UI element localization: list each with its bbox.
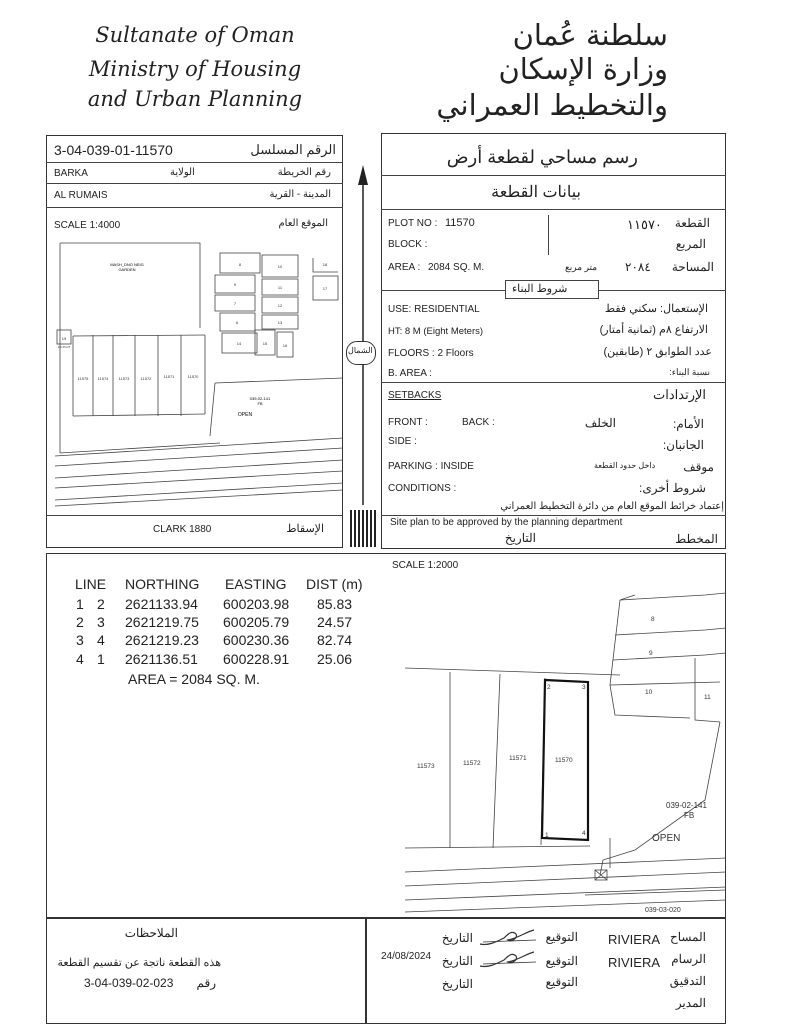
use-label: USE: RESIDENTIAL <box>388 304 480 315</box>
detail-block-10: 10 <box>645 689 653 696</box>
row-dist: 24.57 <box>317 614 353 630</box>
row-easting: 600228.91 <box>223 651 290 667</box>
col-line: LINE <box>75 576 107 592</box>
area-ar-value: ٢٠٨٤ <box>625 260 651 274</box>
block-ar-label: المربع <box>675 237 706 251</box>
area-value: 2084 SQ. M. <box>428 262 485 273</box>
general-location-label: الموقع العام <box>278 218 328 229</box>
height-label: HT: 8 M (Eight Meters) <box>388 326 484 337</box>
surveyor-value: RIVIERA <box>608 932 661 947</box>
front-label: FRONT : <box>388 417 428 428</box>
row-dist: 25.06 <box>317 651 353 667</box>
projection-label: CLARK 1880 <box>153 524 212 535</box>
row-dist: 85.83 <box>317 596 353 612</box>
detail-plot-11573: 11573 <box>417 763 435 770</box>
block-label: BLOCK : <box>388 239 428 250</box>
area-label: AREA : <box>388 262 421 273</box>
parking-label: PARKING : INSIDE <box>388 461 474 472</box>
village-en: AL RUMAIS <box>54 190 108 201</box>
plot-no-value: 11570 <box>445 217 475 229</box>
signature-label-1: التوقيع <box>545 930 578 944</box>
header-en-line1: Sultanate of Oman <box>95 23 295 47</box>
barea-ar: نسبة البناء: <box>669 367 710 377</box>
corner-1: 1 <box>545 832 549 839</box>
front-ar: الأمام: <box>672 417 704 431</box>
building-conditions: شروط البناء <box>512 283 568 295</box>
row-easting: 600203.98 <box>223 596 290 612</box>
back-label: BACK : <box>462 417 495 428</box>
use-ar: الإستعمال: سكني فقط <box>604 303 708 315</box>
header-ar-line1: سلطنة عُمان <box>512 18 668 52</box>
location-map <box>55 238 343 510</box>
row-northing: 2621219.23 <box>125 632 199 648</box>
projection-ar: الإسقاط <box>286 523 324 535</box>
loc-plot-11571: 11571 <box>163 374 175 379</box>
loc-plot-11570: 11570 <box>187 374 199 379</box>
row-from: 1 <box>76 596 84 612</box>
map-number-label: رقم الخريطة <box>277 167 331 178</box>
col-northing: NORTHING <box>125 576 200 592</box>
header-en-line2: Ministry of Housing <box>88 57 302 81</box>
signature-2 <box>478 946 538 974</box>
fb-label-1: 039-02-141 <box>249 396 271 401</box>
floors-label: FLOORS : 2 Floors <box>388 348 474 359</box>
loc-side-label: 1/1 PLOT <box>57 345 71 349</box>
loc-block-14: 14 <box>236 341 242 346</box>
barea-label: B. AREA : <box>388 368 432 379</box>
north-label: الشمال <box>348 346 373 355</box>
serial-label: الرقم المسلسل <box>250 142 336 157</box>
row-northing: 2621133.94 <box>125 596 198 612</box>
loc-block-18: 18 <box>322 262 328 267</box>
header-ar-line2: وزارة الإسكان <box>498 52 668 86</box>
detail-plot-11572: 11572 <box>463 760 481 767</box>
corner-2: 2 <box>547 684 551 691</box>
signature-label-3: التوقيع <box>545 975 578 989</box>
corner-3: 3 <box>582 684 586 691</box>
draftsman-label: الرسام <box>671 952 706 966</box>
conditions-label: CONDITIONS : <box>388 483 457 494</box>
detail-open: OPEN <box>652 833 681 844</box>
detail-block-9: 9 <box>649 650 653 657</box>
row-from: 2 <box>76 614 84 630</box>
back-ar: الخلف <box>584 416 616 430</box>
plot-ar-value: ١١٥٧٠ <box>627 217 662 232</box>
parking-ar: موقف <box>683 460 714 474</box>
side-label: SIDE : <box>388 436 417 447</box>
open-label: OPEN <box>237 412 253 418</box>
date-label-1: التاريخ <box>441 931 473 945</box>
row-northing: 2621219.75 <box>125 614 199 630</box>
signature-label-2: التوقيع <box>545 954 578 968</box>
parking-ar-value: داخل حدود القطعة <box>594 461 656 470</box>
row-easting: 600230.36 <box>223 632 290 648</box>
planner-ar: المخطط <box>675 532 718 546</box>
date-ar: التاريخ <box>504 531 536 545</box>
notes-box <box>46 918 366 1024</box>
area-ar-unit: متر مربع <box>565 262 598 272</box>
header-ar-line3: والتخطيط العمراني <box>436 88 668 122</box>
loc-block-17: 17 <box>322 286 328 291</box>
approval-ar: إعتماد خرائط الموقع العام من دائرة التخطيط العمراني <box>500 501 724 512</box>
draftsman-value: RIVIERA <box>608 955 661 970</box>
checker-label: التدقيق <box>669 974 706 988</box>
setbacks-ar: الإرتدادات <box>653 387 706 402</box>
detail-plot-11570: 11570 <box>555 757 573 764</box>
corner-4: 4 <box>582 830 586 837</box>
loc-block-15: 15 <box>262 341 268 346</box>
header-en-line3: and Urban Planning <box>87 87 303 111</box>
loc-block-10: 10 <box>277 264 283 269</box>
loc-block-9: 9 <box>233 282 237 287</box>
wilayat-label: الولاية <box>170 167 195 178</box>
ref-number: 3-04-039-02-023 <box>84 976 174 990</box>
director-label: المدير <box>675 996 706 1010</box>
detail-road-label: 039-03-020 <box>645 907 681 914</box>
row-to: 4 <box>97 632 105 648</box>
plot-no-label: PLOT NO : <box>388 218 438 229</box>
approval-en: Site plan to be approved by the planning department <box>390 517 623 528</box>
row-easting: 600205.79 <box>223 614 290 630</box>
serial-value: 3-04-039-01-11570 <box>54 142 173 158</box>
detail-fb-2: FB <box>684 811 695 820</box>
loc-block-19: 19 <box>61 336 67 341</box>
row-from: 3 <box>76 632 84 648</box>
loc-block-13: 13 <box>277 320 283 325</box>
plot-ar-label: القطعة <box>674 216 710 230</box>
col-dist: DIST (m) <box>306 576 363 592</box>
detail-map <box>405 590 726 918</box>
wilayat-en: BARKA <box>54 168 88 179</box>
loc-plot-11574: 11574 <box>97 376 109 381</box>
height-ar: الارتفاع ٨م (ثمانية أمتار) <box>599 324 708 336</box>
side-ar: الجانبان: <box>662 438 704 452</box>
notes-label: الملاحظات <box>124 926 178 940</box>
garden-label-1: MASH_DNO NEIG <box>110 262 144 267</box>
row-from: 4 <box>76 651 84 667</box>
detail-block-11: 11 <box>704 694 711 701</box>
left-scale: SCALE 1:4000 <box>54 220 121 231</box>
row-to: 1 <box>97 651 105 667</box>
row-to: 2 <box>97 596 105 612</box>
fb-label-2: FB <box>257 401 263 406</box>
note-text: هذه القطعة ناتجة عن تقسيم القطعة <box>57 957 221 969</box>
loc-block-16: 16 <box>282 343 288 348</box>
row-to: 3 <box>97 614 105 630</box>
right-title: رسم مساحي لقطعة أرض <box>446 147 638 167</box>
loc-plot-11575: 11575 <box>77 376 89 381</box>
loc-block-12: 12 <box>277 303 283 308</box>
detail-fb-1: 039-02-141 <box>666 801 707 810</box>
date-value: 24/08/2024 <box>381 951 432 962</box>
plot-data-title: بيانات القطعة <box>491 184 581 201</box>
number-label: رقم <box>196 976 216 990</box>
detail-block-8: 8 <box>651 616 655 623</box>
loc-block-7: 7 <box>233 301 237 306</box>
village-label: المدينة - القرية <box>269 189 331 200</box>
floors-ar: عدد الطوابق ٢ (طابقين) <box>603 346 712 358</box>
row-dist: 82.74 <box>317 632 353 648</box>
setbacks-label: SETBACKS <box>388 390 442 401</box>
loc-block-11: 11 <box>277 285 283 290</box>
loc-block-6: 6 <box>235 320 239 325</box>
detail-plot-11571: 11571 <box>509 755 527 762</box>
coords-area: AREA = 2084 SQ. M. <box>128 671 260 687</box>
loc-plot-11572: 11572 <box>140 376 152 381</box>
date-label-3: التاريخ <box>441 977 473 991</box>
surveyor-label: المساح <box>669 930 706 944</box>
loc-block-8: 8 <box>238 262 242 267</box>
conditions-ar: شروط أخرى: <box>638 481 706 495</box>
loc-plot-11573: 11573 <box>118 376 130 381</box>
area-ar-label: المساحة <box>671 260 714 274</box>
date-label-2: التاريخ <box>441 954 473 968</box>
detail-scale: SCALE 1:2000 <box>392 560 459 571</box>
row-northing: 2621136.51 <box>125 651 198 667</box>
col-easting: EASTING <box>225 576 287 592</box>
garden-label-2: GARDEN <box>118 267 136 272</box>
